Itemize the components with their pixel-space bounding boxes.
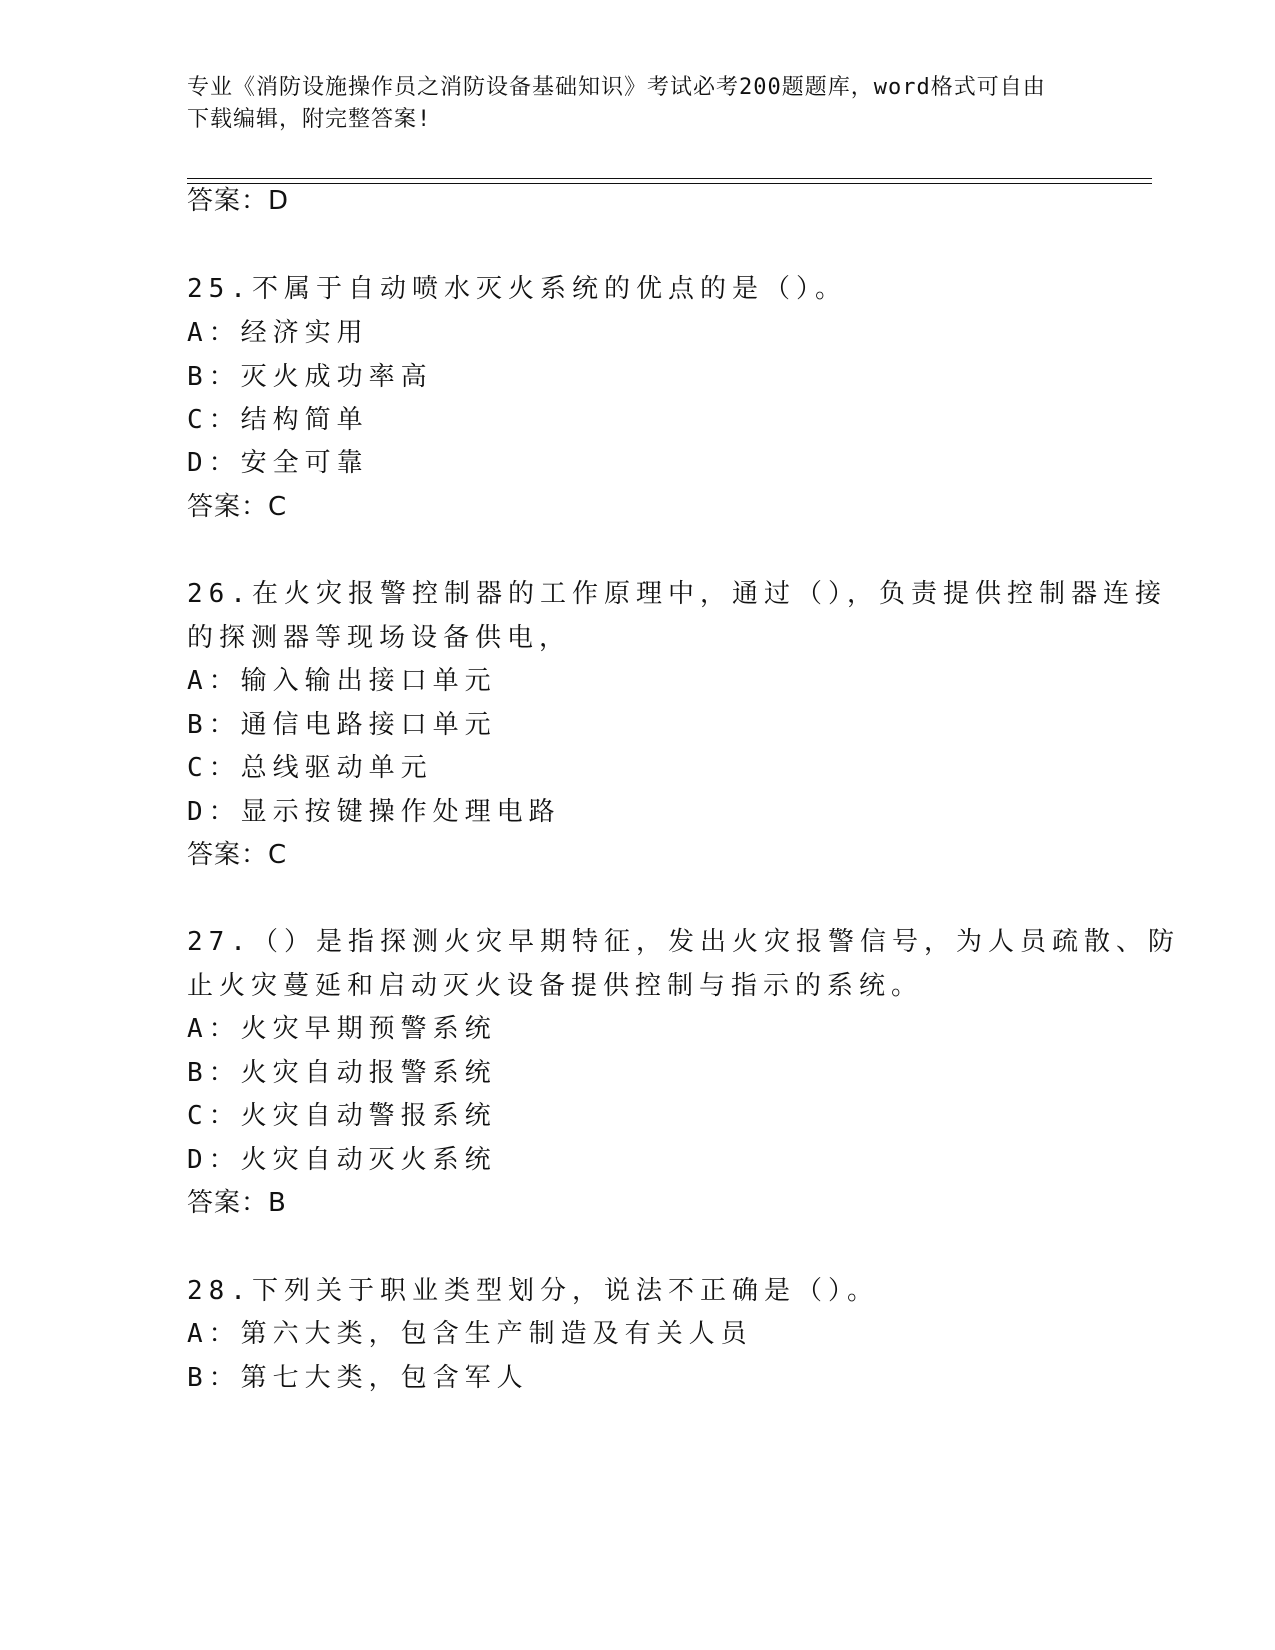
option-a: A：第六大类，包含生产制造及有关人员 bbox=[187, 1319, 753, 1349]
answer-line: 答案：B bbox=[187, 1188, 287, 1218]
question-stem: 26.在火灾报警控制器的工作原理中，通过（），负责提供控制器连接 bbox=[187, 579, 1167, 609]
option-a: A：输入输出接口单元 bbox=[187, 666, 497, 696]
answer-line: 答案：C bbox=[187, 492, 288, 522]
option-c: C：总线驱动单元 bbox=[187, 753, 433, 783]
option-b: B：通信电路接口单元 bbox=[187, 710, 497, 740]
option-d: D：显示按键操作处理电路 bbox=[187, 797, 561, 827]
question-stem: 27.（）是指探测火灾早期特征，发出火灾报警信号，为人员疏散、防 bbox=[187, 927, 1180, 957]
answer-line: 答案：C bbox=[187, 840, 288, 870]
option-a: A：火灾早期预警系统 bbox=[187, 1014, 497, 1044]
option-b: B：第七大类，包含军人 bbox=[187, 1363, 529, 1393]
answer-line: 答案：D bbox=[187, 186, 290, 216]
question-stem: 25.不属于自动喷水灭火系统的优点的是（）。 bbox=[187, 274, 847, 304]
option-d: D：安全可靠 bbox=[187, 448, 369, 478]
question-stem: 28.下列关于职业类型划分，说法不正确是（）。 bbox=[187, 1276, 879, 1306]
question-stem: 止火灾蔓延和启动灭火设备提供控制与指示的系统。 bbox=[187, 971, 924, 1001]
option-c: C：结构简单 bbox=[187, 405, 369, 435]
header-rule bbox=[187, 178, 1152, 179]
question-stem: 的探测器等现场设备供电， bbox=[187, 623, 572, 653]
page-header: 专业《消防设施操作员之消防设备基础知识》考试必考200题题库，word格式可自由下载编辑，附完整答案! bbox=[187, 75, 1046, 132]
option-d: D：火灾自动灭火系统 bbox=[187, 1145, 497, 1175]
option-b: B：灭火成功率高 bbox=[187, 362, 433, 392]
option-b: B：火灾自动报警系统 bbox=[187, 1058, 497, 1088]
option-a: A：经济实用 bbox=[187, 318, 369, 348]
option-c: C：火灾自动警报系统 bbox=[187, 1101, 497, 1131]
header-rule bbox=[187, 183, 1152, 184]
